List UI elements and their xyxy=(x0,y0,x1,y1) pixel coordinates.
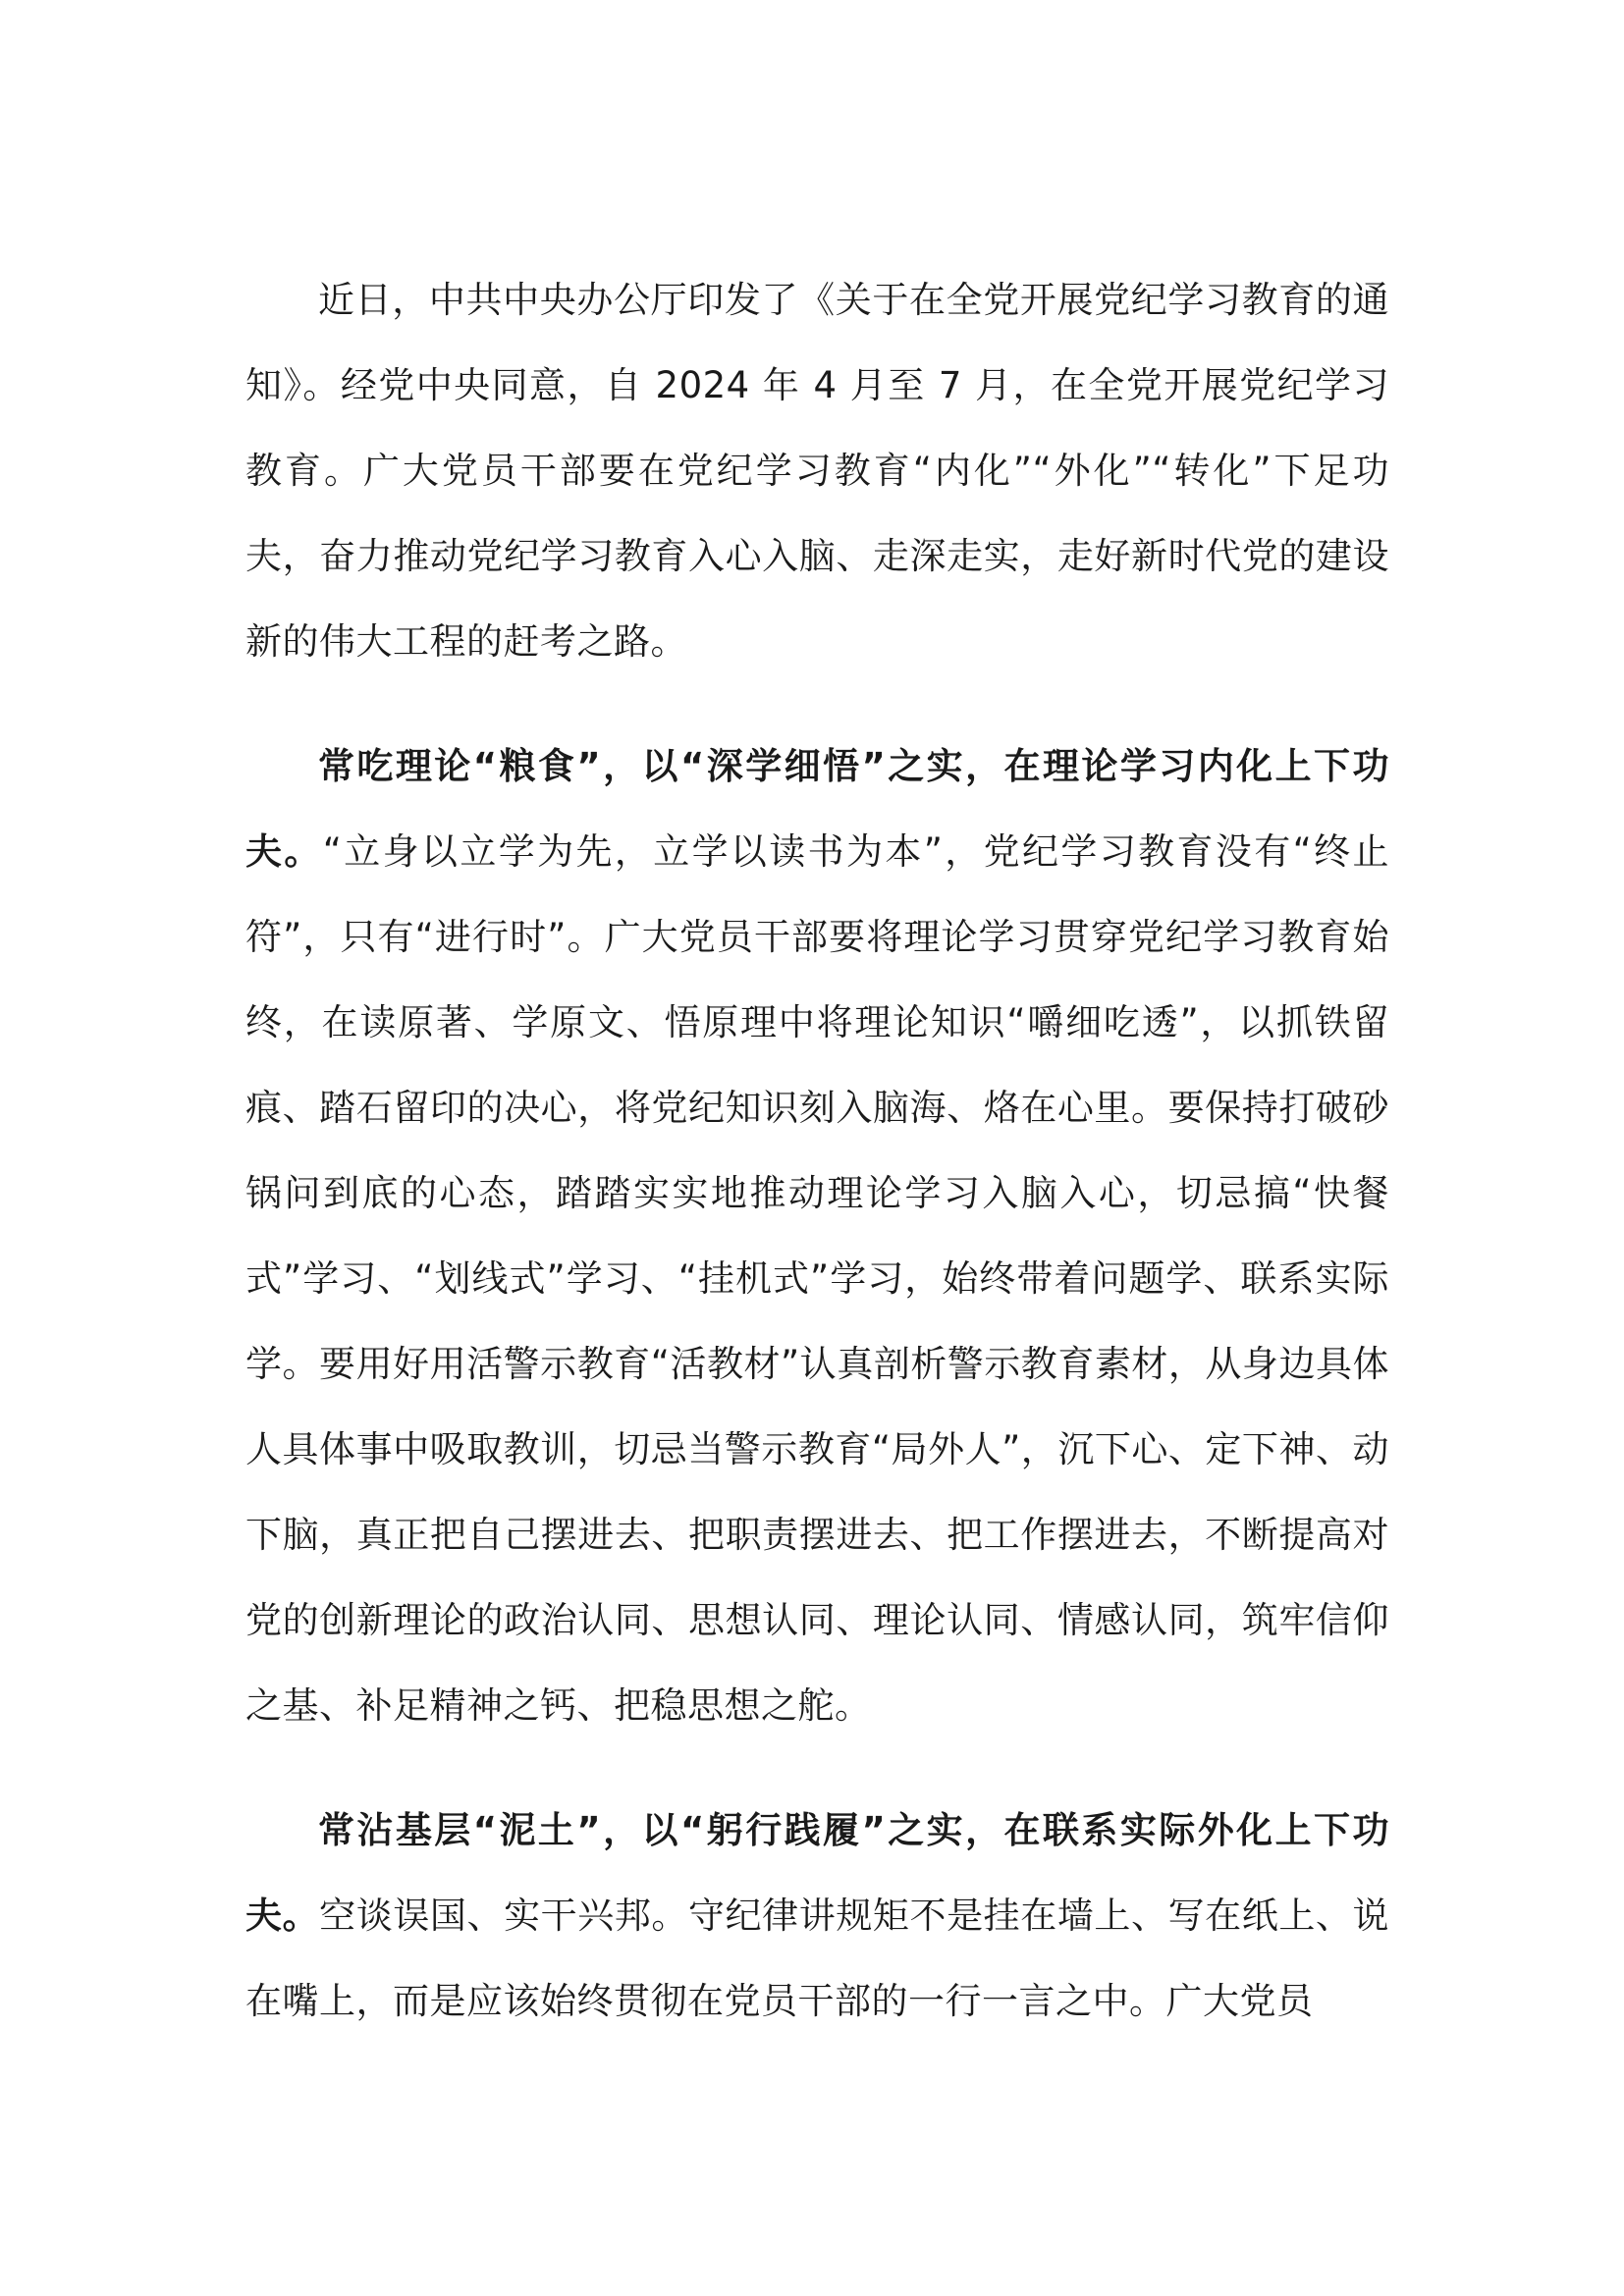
paragraph-lead: 常吃理论“粮食”，以“深学细悟”之实，在理论学习内化上下功夫。 xyxy=(245,745,1389,873)
paragraph-grassroots-practice xyxy=(245,1788,1389,2044)
paragraph-text: 近日，中共中央办公厅印发了《关于在全党开展党纪学习教育的通知》。经党中央同意，自 2024 年 4 月至 7 月，在全党开展党纪学习教育。广大党员干部要在党纪学习教育“内化”“外化”“转化”下足功夫，奋力推动党纪学习教育入心入脑、走深走实，走好新时代党的建设新的伟大工程的赶考之路。 xyxy=(245,279,1389,663)
paragraph-text: 空谈误国、实干兴邦。守纪律讲规矩不是挂在墙上、写在纸上、说在嘴上，而是应该始终贯彻在党员干部的一行一言之中。广大党员 xyxy=(245,1895,1390,2022)
document-body xyxy=(245,257,1389,2083)
paragraph-theory-study xyxy=(245,723,1389,1748)
paragraph-text: “立身以立学为先，立学以读书为本”，党纪学习教育没有“终止符”，只有“进行时”。广大党员干部要将理论学习贯穿党纪学习教育始终，在读原著、学原文、悟原理中将理论知识“嚼细吃透”，以抓铁留痕、踏石留印的决心，将党纪知识刻入脑海、烙在心里。要保持打破砂锅问到底的心态，踏踏实实地推动理论学习入脑入心，切忌搞“快餐式”学习、“划线式”学习、“挂机式”学习，始终带着问题学、联系实际学。要用好用活警示教育“活教材”认真剖析警示教育素材，从身边具体人具体事中吸取教训，切忌当警示教育“局外人”，沉下心、定下神、动下脑，真正把自己摆进去、把职责摆进去、把工作摆进去，不断提高对党的创新理论的政治认同、思想认同、理论认同、情感认同，筑牢信仰之基、补足精神之钙、把稳思想之舵。 xyxy=(245,830,1389,1727)
paragraph-intro xyxy=(245,257,1389,684)
paragraph-lead: 常沾基层“泥土”，以“躬行践履”之实，在联系实际外化上下功夫。 xyxy=(245,1809,1389,1937)
